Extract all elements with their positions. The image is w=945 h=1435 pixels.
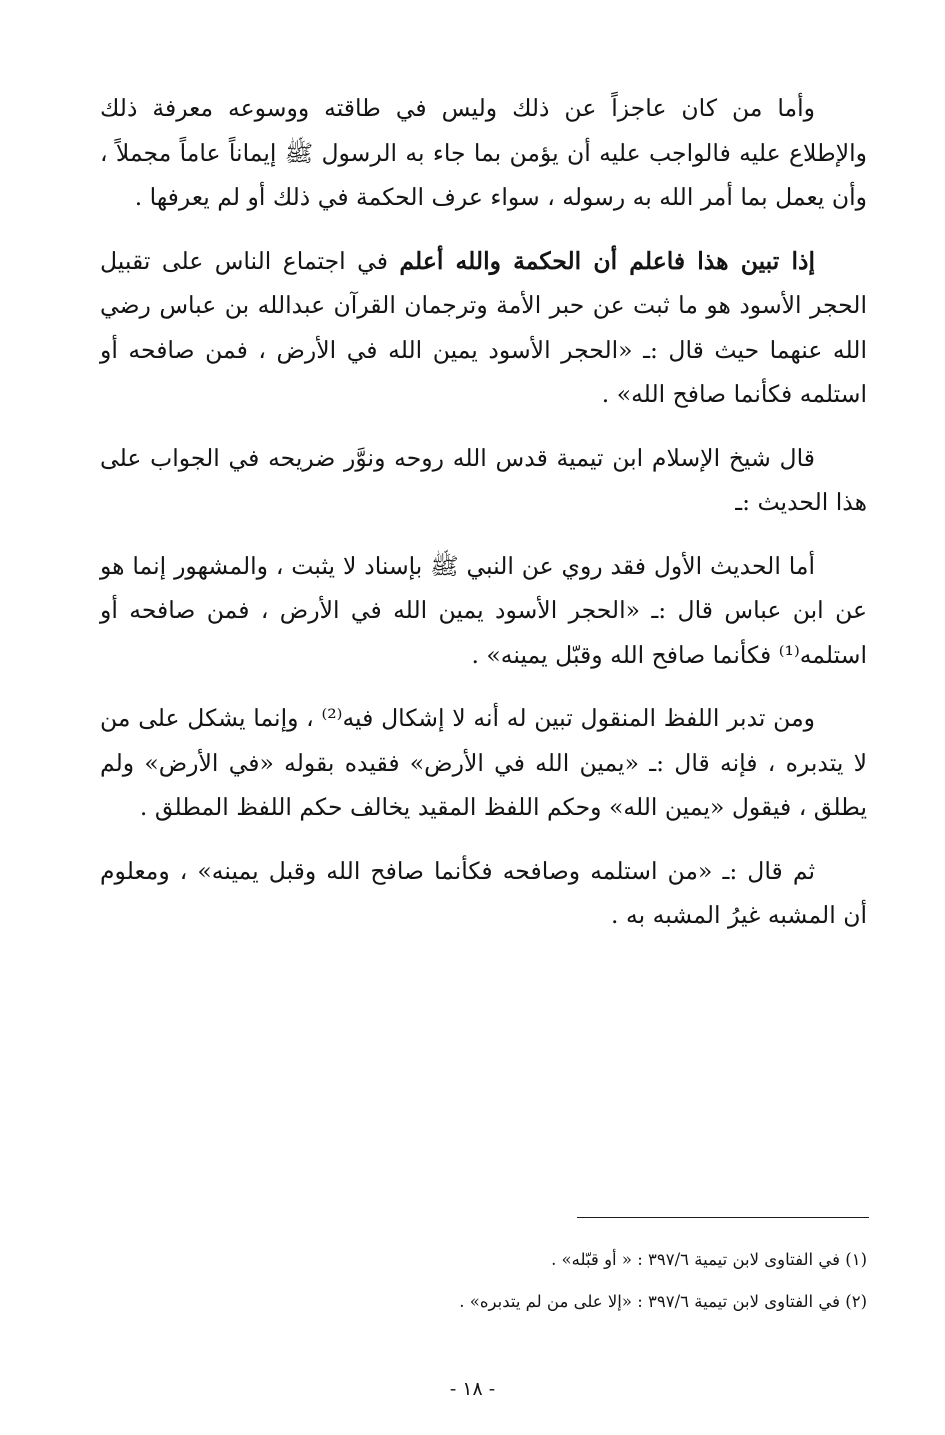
footnote-2: (٢) في الفتاوى لابن تيمية ٣٩٧/٦ : «إلا على من لم يتدبره» . xyxy=(459,1292,867,1311)
paragraph-6: ثم قال :ـ «من استلمه وصافحه فكأنما صافح الله وقبل يمينه» ، ومعلوم أن المشبه غيرُ المشبه به . xyxy=(100,856,867,929)
footnotes xyxy=(100,1246,867,1330)
paragraph-2-body: في اجتماع الناس على تقبيل الحجر الأسود هو ما ثبت عن حبر الأمة وترجمان القرآن عبدالله بن عباس رضي الله عنهما حيث قال :ـ «الحجر الأسود يمين الله في الأرض ، فمن صافحه أو استلمه فكأنما صافح الله» . xyxy=(100,246,867,408)
footnote-divider xyxy=(577,1217,869,1218)
paragraph-2 xyxy=(100,239,867,417)
paragraph-3: قال شيخ الإسلام ابن تيمية قدس الله روحه ونوَّر ضريحه في الجواب على هذا الحديث :ـ xyxy=(100,443,867,516)
page-number: - ١٨ - xyxy=(449,1378,496,1400)
footnote-1: (١) في الفتاوى لابن تيمية ٣٩٧/٦ : « أو قبّله» . xyxy=(551,1250,867,1269)
paragraph-4: أما الحديث الأول فقد روي عن النبي ﷺ بإسناد لا يثبت ، والمشهور إنما هو عن ابن عباس قال :ـ «الحجر الأسود يمين الله في الأرض ، فمن صافحه أو استلمه⁽¹⁾ فكأنما صافح الله وقبّل يمينه» . xyxy=(100,551,867,669)
paragraph-1: وأما من كان عاجزاً عن ذلك وليس في طاقته ووسوعه معرفة ذلك والإطلاع عليه فالواجب عليه أن يؤمن بما جاء به الرسول ﷺ إيماناً عاماً مجملاً ، وأن يعمل بما أمر الله به رسوله ، سواء عرف الحكمة في ذلك أو لم يعرفها . xyxy=(100,94,867,211)
main-text xyxy=(100,86,867,957)
paragraph-5: ومن تدبر اللفظ المنقول تبين له أنه لا إشكال فيه⁽²⁾ ، وإنما يشكل على من لا يتدبره ، فإنه قال :ـ «يمين الله في الأرض» فقيده بقوله «في الأرض» ولم يطلق ، فيقول «يمين الله» وحكم اللفظ المقيد يخالف حكم اللفظ المطلق . xyxy=(100,704,867,821)
paragraph-2-lead: إذا تبين هذا فاعلم أن الحكمة والله أعلم xyxy=(399,246,815,275)
